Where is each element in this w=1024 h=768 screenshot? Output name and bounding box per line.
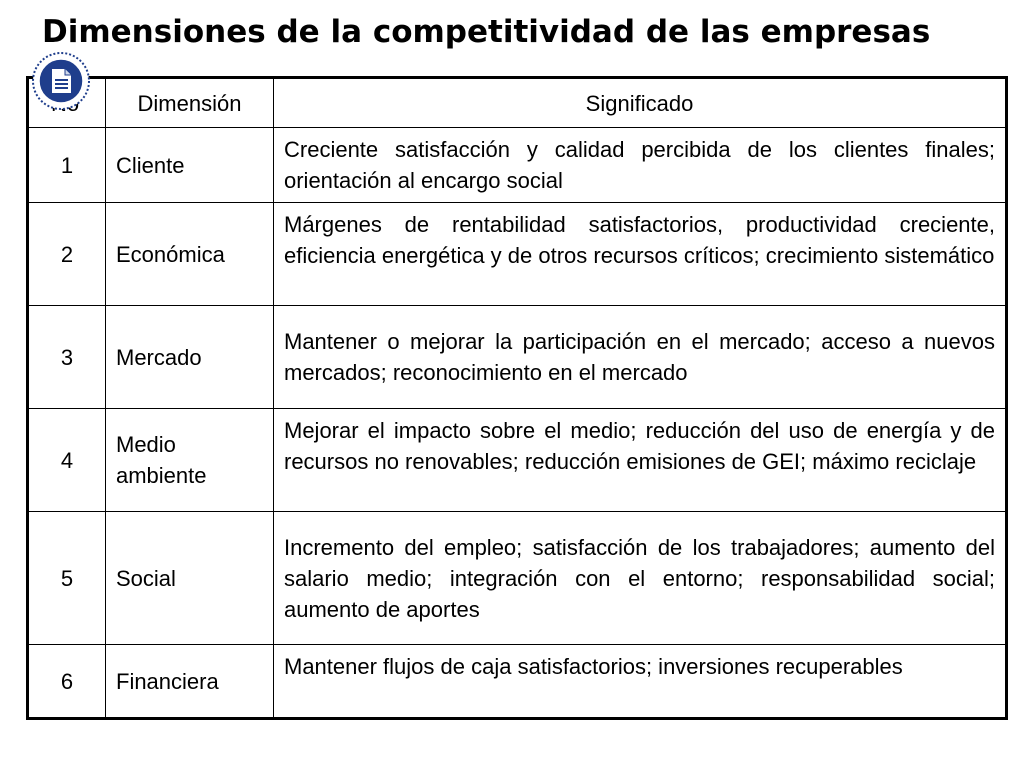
competitiveness-table-container <box>26 76 1005 717</box>
table-row <box>28 203 1007 306</box>
table-row <box>28 306 1007 409</box>
header-dimension: Dimensión <box>106 78 274 128</box>
row-meaning: Mantener flujos de caja satisfactorios; inversiones recuperables <box>274 645 1007 719</box>
table-row <box>28 409 1007 512</box>
row-dimension: Cliente <box>106 128 274 203</box>
table-header-row <box>28 78 1007 128</box>
row-meaning: Incremento del empleo; satisfacción de los trabajadores; aumento del salario medio; integración con el entorno; responsabilidad social; aumento de aportes <box>274 512 1007 645</box>
page-title: Dimensiones de la competitividad de las empresas <box>42 14 931 50</box>
row-number: 1 <box>28 128 106 203</box>
row-dimension: Medio ambiente <box>106 409 274 512</box>
row-number: 2 <box>28 203 106 306</box>
row-dimension: Financiera <box>106 645 274 719</box>
row-meaning: Creciente satisfacción y calidad percibida de los clientes finales; orientación al encargo social <box>274 128 1007 203</box>
row-number: 4 <box>28 409 106 512</box>
document-seal-icon <box>31 51 91 111</box>
row-dimension: Económica <box>106 203 274 306</box>
header-meaning: Significado <box>274 78 1007 128</box>
row-meaning: Márgenes de rentabilidad satisfactorios, productividad creciente, eficiencia energética y de otros recursos críticos; crecimiento sistemático <box>274 203 1007 306</box>
table-row <box>28 512 1007 645</box>
row-dimension: Social <box>106 512 274 645</box>
row-number: 3 <box>28 306 106 409</box>
table-row <box>28 645 1007 719</box>
row-number: 5 <box>28 512 106 645</box>
competitiveness-table <box>26 76 1008 720</box>
row-number: 6 <box>28 645 106 719</box>
row-meaning: Mejorar el impacto sobre el medio; reducción del uso de energía y de recursos no renovables; reducción emisiones de GEI; máximo reciclaje <box>274 409 1007 512</box>
table-row <box>28 128 1007 203</box>
row-dimension: Mercado <box>106 306 274 409</box>
row-meaning: Mantener o mejorar la participación en el mercado; acceso a nuevos mercados; reconocimiento en el mercado <box>274 306 1007 409</box>
